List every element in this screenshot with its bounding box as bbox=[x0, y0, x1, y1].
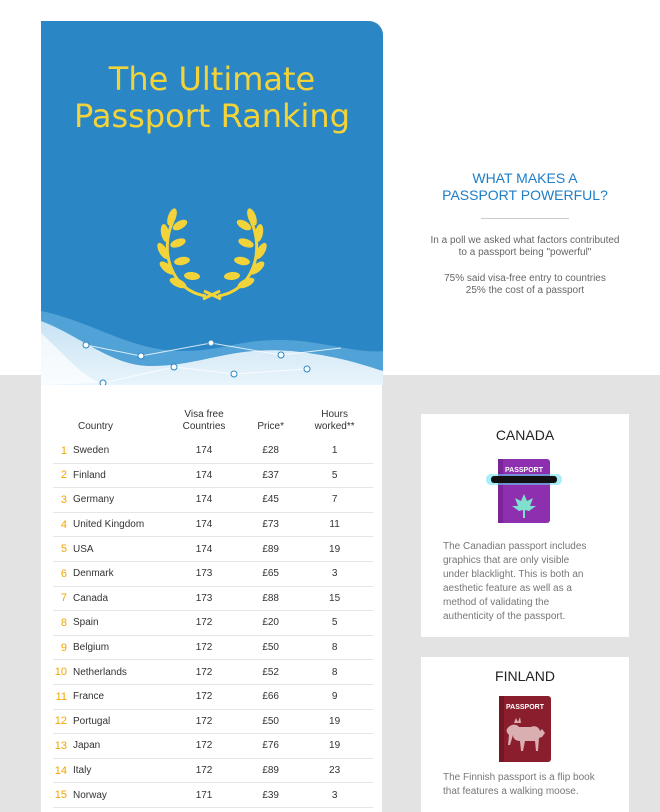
visa-cell: 173 bbox=[163, 561, 245, 586]
visa-cell: 172 bbox=[163, 635, 245, 660]
rank-cell: 10 bbox=[53, 660, 73, 685]
visa-cell: 173 bbox=[163, 586, 245, 611]
rank-cell: 14 bbox=[53, 758, 73, 783]
finland-card-text bbox=[443, 771, 623, 799]
table-row bbox=[53, 463, 373, 488]
canada-text-line-6: authenticity of the passport. bbox=[443, 611, 566, 622]
header-hours bbox=[296, 409, 373, 439]
canada-card-title: CANADA bbox=[495, 427, 555, 443]
price-cell: £89 bbox=[245, 758, 296, 783]
header-hours-line-2: worked** bbox=[314, 421, 355, 432]
price-cell: £52 bbox=[245, 660, 296, 685]
visa-cell: 172 bbox=[163, 709, 245, 734]
visa-cell: 174 bbox=[163, 439, 245, 463]
finland-card bbox=[421, 657, 629, 812]
table-row bbox=[53, 512, 373, 537]
rank-cell: 7 bbox=[53, 586, 73, 611]
hours-cell: 19 bbox=[296, 709, 373, 734]
visa-cell: 174 bbox=[163, 463, 245, 488]
price-cell: £65 bbox=[245, 561, 296, 586]
hours-cell: 8 bbox=[296, 660, 373, 685]
table-row bbox=[53, 660, 373, 685]
page-title bbox=[41, 61, 383, 135]
country-cell: Japan bbox=[73, 734, 163, 759]
finland-passport-icon bbox=[421, 693, 629, 765]
header-country: Country bbox=[78, 421, 114, 432]
canada-text-line-5: method of validating the bbox=[443, 597, 550, 608]
price-cell: £28 bbox=[245, 439, 296, 463]
finland-card-title: FINLAND bbox=[495, 668, 555, 684]
hours-cell: 5 bbox=[296, 463, 373, 488]
visa-cell: 172 bbox=[163, 660, 245, 685]
canada-text-line-4: aesthetic feature as well as a bbox=[443, 583, 572, 594]
header-price: Price* bbox=[257, 421, 284, 432]
stat-visa: 75% said visa-free entry to countries bbox=[444, 273, 606, 284]
hours-cell: 8 bbox=[296, 635, 373, 660]
rank-cell: 12 bbox=[53, 709, 73, 734]
stat-cost: 25% the cost of a passport bbox=[465, 285, 585, 296]
price-cell: £88 bbox=[245, 586, 296, 611]
price-cell: £73 bbox=[245, 512, 296, 537]
country-cell: Norway bbox=[73, 783, 163, 808]
title-line-2: Passport Ranking bbox=[73, 97, 350, 135]
visa-cell: 171 bbox=[163, 783, 245, 808]
passport-cover bbox=[41, 21, 383, 385]
header-visa bbox=[163, 409, 245, 439]
rank-cell: 8 bbox=[53, 611, 73, 636]
hours-cell: 3 bbox=[296, 561, 373, 586]
table-body bbox=[53, 439, 373, 807]
header-visa-line-2: Countries bbox=[182, 421, 226, 432]
header-hours-line-1: Hours bbox=[321, 409, 348, 420]
country-cell: Denmark bbox=[73, 561, 163, 586]
powerful-info bbox=[420, 170, 630, 297]
price-cell: £50 bbox=[245, 709, 296, 734]
visa-cell: 174 bbox=[163, 488, 245, 513]
rank-cell: 5 bbox=[53, 537, 73, 562]
price-cell: £76 bbox=[245, 734, 296, 759]
title-line-1: The Ultimate bbox=[108, 60, 316, 98]
table-header-row bbox=[53, 409, 373, 439]
ranking-table-panel bbox=[41, 385, 382, 812]
price-cell: £45 bbox=[245, 488, 296, 513]
country-cell: Belgium bbox=[73, 635, 163, 660]
visa-cell: 174 bbox=[163, 537, 245, 562]
finland-text-line-1: The Finnish passport is a flip book bbox=[443, 772, 595, 783]
table-row bbox=[53, 561, 373, 586]
rank-cell: 9 bbox=[53, 635, 73, 660]
hours-cell: 5 bbox=[296, 611, 373, 636]
rank-cell: 13 bbox=[53, 734, 73, 759]
country-cell: Sweden bbox=[73, 439, 163, 463]
price-cell: £66 bbox=[245, 684, 296, 709]
price-cell: £89 bbox=[245, 537, 296, 562]
hours-cell: 11 bbox=[296, 512, 373, 537]
poll-line-1: In a poll we asked what factors contributed bbox=[430, 235, 620, 246]
price-cell: £20 bbox=[245, 611, 296, 636]
table-row bbox=[53, 684, 373, 709]
rank-cell: 3 bbox=[53, 488, 73, 513]
canada-text-line-1: The Canadian passport includes bbox=[443, 541, 587, 552]
country-cell: Spain bbox=[73, 611, 163, 636]
table-row bbox=[53, 439, 373, 463]
rank-cell: 15 bbox=[53, 783, 73, 808]
header-visa-line-1: Visa free bbox=[184, 409, 224, 420]
rank-cell: 11 bbox=[53, 684, 73, 709]
hours-cell: 9 bbox=[296, 684, 373, 709]
country-cell: United Kingdom bbox=[73, 512, 163, 537]
rank-cell: 2 bbox=[53, 463, 73, 488]
country-cell: Netherlands bbox=[73, 660, 163, 685]
visa-cell: 174 bbox=[163, 512, 245, 537]
country-cell: France bbox=[73, 684, 163, 709]
canada-card-text bbox=[443, 540, 618, 624]
table-row bbox=[53, 488, 373, 513]
info-heading-line-1: WHAT MAKES A bbox=[472, 170, 578, 186]
price-cell: £37 bbox=[245, 463, 296, 488]
visa-cell: 172 bbox=[163, 611, 245, 636]
info-heading bbox=[420, 170, 630, 204]
country-cell: Finland bbox=[73, 463, 163, 488]
hours-cell: 23 bbox=[296, 758, 373, 783]
rank-cell: 1 bbox=[53, 439, 73, 463]
table-row bbox=[53, 709, 373, 734]
table-row bbox=[53, 783, 373, 808]
table-row bbox=[53, 734, 373, 759]
visa-cell: 172 bbox=[163, 684, 245, 709]
divider bbox=[481, 218, 569, 219]
ranking-table bbox=[53, 409, 373, 808]
hours-cell: 15 bbox=[296, 586, 373, 611]
poll-text bbox=[420, 235, 630, 297]
hours-cell: 19 bbox=[296, 734, 373, 759]
country-cell: Canada bbox=[73, 586, 163, 611]
canada-text-line-3: under blacklight. This is both an bbox=[443, 569, 584, 580]
finland-passport-label: PASSPORT bbox=[506, 704, 544, 711]
table-row bbox=[53, 537, 373, 562]
country-cell: USA bbox=[73, 537, 163, 562]
canada-passport-label: PASSPORT bbox=[505, 467, 543, 474]
table-row bbox=[53, 611, 373, 636]
country-cell: Portugal bbox=[73, 709, 163, 734]
price-cell: £39 bbox=[245, 783, 296, 808]
table-row bbox=[53, 635, 373, 660]
country-cell: Germany bbox=[73, 488, 163, 513]
hours-cell: 19 bbox=[296, 537, 373, 562]
canada-passport-icon bbox=[421, 456, 629, 526]
table-row bbox=[53, 758, 373, 783]
hours-cell: 7 bbox=[296, 488, 373, 513]
poll-line-2: to a passport being "powerful" bbox=[458, 247, 592, 258]
rank-cell: 4 bbox=[53, 512, 73, 537]
info-heading-line-2: PASSPORT POWERFUL? bbox=[442, 187, 608, 203]
canada-text-line-2: graphics that are only visible bbox=[443, 555, 570, 566]
hours-cell: 3 bbox=[296, 783, 373, 808]
hours-cell: 1 bbox=[296, 439, 373, 463]
price-cell: £50 bbox=[245, 635, 296, 660]
rank-cell: 6 bbox=[53, 561, 73, 586]
canada-card bbox=[421, 414, 629, 637]
table-row bbox=[53, 586, 373, 611]
country-cell: Italy bbox=[73, 758, 163, 783]
visa-cell: 172 bbox=[163, 758, 245, 783]
finland-text-line-2: that features a walking moose. bbox=[443, 786, 579, 797]
visa-cell: 172 bbox=[163, 734, 245, 759]
